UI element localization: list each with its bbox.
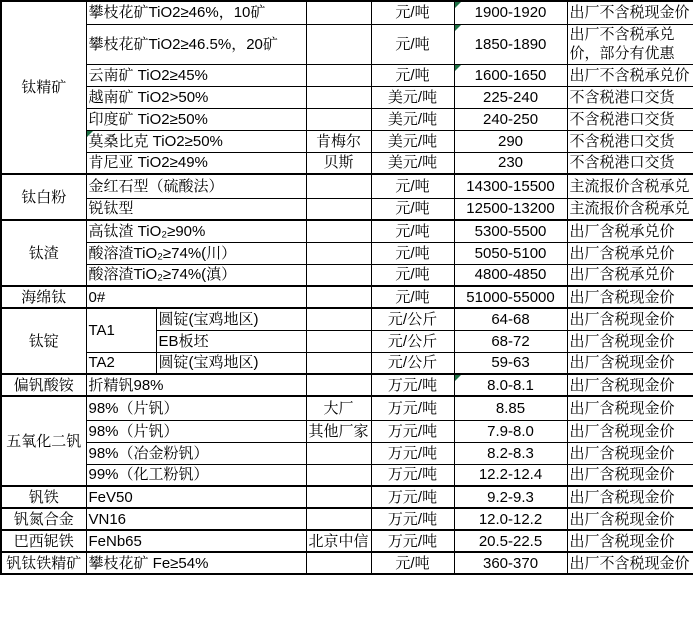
cell-text: 68-72 xyxy=(491,332,530,350)
table-row xyxy=(1,1,693,24)
cell-text: 出厂含税现金价 xyxy=(569,332,675,350)
sub-product-cell[interactable] xyxy=(156,330,306,352)
note-cell[interactable] xyxy=(567,130,693,152)
note-cell[interactable] xyxy=(567,464,693,486)
cell-text: 大厂 xyxy=(323,399,354,417)
note-cell[interactable] xyxy=(567,264,693,286)
cell-text: 海绵钛 xyxy=(21,288,67,306)
price-cell[interactable] xyxy=(454,64,567,86)
note-cell[interactable] xyxy=(567,86,693,108)
cell-text: 万元/吨 xyxy=(387,466,438,484)
cell-text: 钒氮合金 xyxy=(13,510,74,528)
cell-text: 万元/吨 xyxy=(387,376,438,394)
table-row xyxy=(1,108,693,130)
cell-text: 51000-55000 xyxy=(466,288,555,306)
cell-text: 云南矿 TiO2≥45% xyxy=(88,66,208,84)
product-cell[interactable] xyxy=(86,130,306,152)
supplier-cell[interactable] xyxy=(306,220,371,242)
supplier-cell[interactable] xyxy=(306,242,371,264)
unit-cell[interactable] xyxy=(371,308,454,330)
price-cell[interactable] xyxy=(454,374,567,396)
unit-cell[interactable] xyxy=(371,24,454,64)
table-row xyxy=(1,242,693,264)
cell-text: 其他厂家 xyxy=(308,422,369,440)
cell-text: 出厂不含税承兑价，部分有优惠 xyxy=(569,26,675,62)
cell-text: 印度矿 TiO2≥50% xyxy=(88,110,208,128)
product-cell[interactable] xyxy=(86,1,306,24)
supplier-cell[interactable] xyxy=(306,530,371,552)
sub-product-cell[interactable] xyxy=(156,352,306,374)
table-row xyxy=(1,420,693,442)
cell-text: 万元/吨 xyxy=(387,510,438,528)
supplier-cell[interactable] xyxy=(306,24,371,64)
cell-text: 金红石型（硫酸法） xyxy=(88,177,224,195)
note-cell[interactable] xyxy=(567,152,693,174)
product-cell[interactable] xyxy=(86,174,306,198)
cell-text: FeV50 xyxy=(88,488,133,506)
note-cell[interactable] xyxy=(567,286,693,308)
cell-text: 不含税港口交货 xyxy=(569,88,675,106)
product-cell[interactable] xyxy=(86,152,306,174)
note-cell[interactable] xyxy=(567,242,693,264)
green-flag-triangle-icon xyxy=(455,65,461,71)
price-cell[interactable] xyxy=(454,130,567,152)
unit-cell[interactable] xyxy=(371,374,454,396)
cell-text: 贝斯 xyxy=(323,154,354,172)
table-row xyxy=(1,396,693,420)
category-cell[interactable] xyxy=(1,286,86,308)
table-row xyxy=(1,152,693,174)
price-cell[interactable] xyxy=(454,86,567,108)
table-row xyxy=(1,198,693,220)
table-row xyxy=(1,264,693,286)
supplier-cell[interactable] xyxy=(306,308,371,330)
cell-text: 240-250 xyxy=(482,110,539,128)
cell-text: 出厂含税承兑价 xyxy=(569,222,675,240)
cell-text: 钒钛铁精矿 xyxy=(6,554,82,572)
product-cell[interactable] xyxy=(86,464,306,486)
cell-text: 高钛渣 TiO₂≥90% xyxy=(88,222,206,240)
price-cell[interactable] xyxy=(454,174,567,198)
supplier-cell[interactable] xyxy=(306,64,371,86)
price-cell[interactable] xyxy=(454,264,567,286)
cell-text: 元/吨 xyxy=(395,200,430,218)
cell-text: 1900-1920 xyxy=(474,4,547,22)
cell-text: 元/公斤 xyxy=(387,332,438,350)
product-cell[interactable] xyxy=(86,374,306,396)
supplier-cell[interactable] xyxy=(306,152,371,174)
category-cell[interactable] xyxy=(1,396,86,486)
cell-text: 出厂含税现金价 xyxy=(569,354,675,372)
supplier-cell[interactable] xyxy=(306,374,371,396)
category-cell[interactable] xyxy=(1,486,86,508)
cell-text: 12500-13200 xyxy=(466,200,555,218)
category-cell[interactable] xyxy=(1,552,86,574)
category-cell[interactable] xyxy=(1,174,86,220)
cell-text: 出厂含税现金价 xyxy=(569,444,675,462)
unit-cell[interactable] xyxy=(371,552,454,574)
cell-text: 万元/吨 xyxy=(387,422,438,440)
product-cell[interactable] xyxy=(86,64,306,86)
table-row xyxy=(1,286,693,308)
cell-text: 出厂含税承兑价 xyxy=(569,266,675,284)
cell-text: 出厂不含税现金价 xyxy=(569,554,690,572)
unit-cell[interactable] xyxy=(371,220,454,242)
green-flag-triangle-icon xyxy=(455,375,461,381)
note-cell[interactable] xyxy=(567,24,693,64)
cell-text: 元/吨 xyxy=(395,554,430,572)
cell-text: 不含税港口交货 xyxy=(569,154,675,172)
cell-text: 出厂不含税现金价 xyxy=(569,4,690,22)
price-cell[interactable] xyxy=(454,508,567,530)
note-cell[interactable] xyxy=(567,108,693,130)
cell-text: 圆锭(宝鸡地区) xyxy=(158,310,259,328)
cell-text: 出厂含税现金价 xyxy=(569,532,675,550)
cell-text: 圆锭(宝鸡地区) xyxy=(158,354,259,372)
supplier-cell[interactable] xyxy=(306,486,371,508)
cell-text: 4800-4850 xyxy=(474,266,547,284)
price-cell[interactable] xyxy=(454,464,567,486)
product-cell[interactable] xyxy=(86,220,306,242)
cell-text: 元/吨 xyxy=(395,35,430,53)
table-row xyxy=(1,464,693,486)
price-cell[interactable] xyxy=(454,152,567,174)
cell-text: TA1 xyxy=(88,321,115,339)
product-cell[interactable] xyxy=(86,286,306,308)
cell-text: 出厂含税现金价 xyxy=(569,376,675,394)
table-row xyxy=(1,530,693,552)
cell-text: 攀枝花矿TiO2≥46%，10矿 xyxy=(88,4,266,22)
unit-cell[interactable] xyxy=(371,1,454,24)
unit-cell[interactable] xyxy=(371,174,454,198)
category-cell[interactable] xyxy=(1,374,86,396)
cell-text: 美元/吨 xyxy=(387,110,438,128)
note-cell[interactable] xyxy=(567,220,693,242)
cell-text: 12.0-12.2 xyxy=(478,510,543,528)
unit-cell[interactable] xyxy=(371,130,454,152)
price-cell[interactable] xyxy=(454,286,567,308)
supplier-cell[interactable] xyxy=(306,108,371,130)
supplier-cell[interactable] xyxy=(306,330,371,352)
cell-text: 230 xyxy=(498,154,524,172)
note-cell[interactable] xyxy=(567,442,693,464)
product-cell[interactable] xyxy=(86,552,306,574)
unit-cell[interactable] xyxy=(371,352,454,374)
table-row xyxy=(1,508,693,530)
cell-text: 5300-5500 xyxy=(474,222,547,240)
sub-product-cell[interactable] xyxy=(86,308,156,352)
supplier-cell[interactable] xyxy=(306,420,371,442)
unit-cell[interactable] xyxy=(371,108,454,130)
product-cell[interactable] xyxy=(86,396,306,420)
table-row xyxy=(1,24,693,64)
unit-cell[interactable] xyxy=(371,330,454,352)
unit-cell[interactable] xyxy=(371,508,454,530)
price-cell[interactable] xyxy=(454,486,567,508)
category-cell[interactable] xyxy=(1,308,86,374)
product-cell[interactable] xyxy=(86,24,306,64)
cell-text: 美元/吨 xyxy=(387,154,438,172)
cell-text: 0# xyxy=(88,288,106,306)
cell-text: 万元/吨 xyxy=(387,444,438,462)
sub-product-cell[interactable] xyxy=(86,352,156,374)
product-cell[interactable] xyxy=(86,530,306,552)
table-row xyxy=(1,552,693,574)
price-cell[interactable] xyxy=(454,1,567,24)
unit-cell[interactable] xyxy=(371,420,454,442)
cell-text: 元/吨 xyxy=(395,66,430,84)
cell-text: 元/公斤 xyxy=(387,310,438,328)
cell-text: 12.2-12.4 xyxy=(478,466,543,484)
table-row xyxy=(1,486,693,508)
supplier-cell[interactable] xyxy=(306,198,371,220)
table-row xyxy=(1,220,693,242)
sub-product-cell[interactable] xyxy=(156,308,306,330)
supplier-cell[interactable] xyxy=(306,86,371,108)
product-cell[interactable] xyxy=(86,486,306,508)
price-table-body xyxy=(1,1,693,574)
product-cell[interactable] xyxy=(86,86,306,108)
note-cell[interactable] xyxy=(567,396,693,420)
note-cell[interactable] xyxy=(567,420,693,442)
cell-text: 不含税港口交货 xyxy=(569,132,675,150)
price-cell[interactable] xyxy=(454,552,567,574)
price-cell[interactable] xyxy=(454,530,567,552)
price-cell[interactable] xyxy=(454,330,567,352)
cell-text: 8.0-8.1 xyxy=(487,376,534,394)
note-cell[interactable] xyxy=(567,198,693,220)
table-row xyxy=(1,442,693,464)
supplier-cell[interactable] xyxy=(306,552,371,574)
cell-text: 5050-5100 xyxy=(474,244,547,262)
cell-text: VN16 xyxy=(88,510,127,528)
note-cell[interactable] xyxy=(567,552,693,574)
price-cell[interactable] xyxy=(454,442,567,464)
cell-text: 主流报价含税承兑 xyxy=(569,177,690,195)
price-cell[interactable] xyxy=(454,108,567,130)
green-flag-triangle-icon xyxy=(455,25,461,31)
cell-text: 出厂含税承兑价 xyxy=(569,244,675,262)
cell-text: 肯梅尔 xyxy=(316,132,362,150)
cell-text: 万元/吨 xyxy=(387,399,438,417)
supplier-cell[interactable] xyxy=(306,442,371,464)
cell-text: 出厂含税现金价 xyxy=(569,422,675,440)
cell-text: 五氧化二钒 xyxy=(6,432,82,450)
table-row xyxy=(1,374,693,396)
price-cell[interactable] xyxy=(454,24,567,64)
cell-text: 出厂不含税承兑价 xyxy=(569,66,690,84)
note-cell[interactable] xyxy=(567,508,693,530)
supplier-cell[interactable] xyxy=(306,1,371,24)
cell-text: 不含税港口交货 xyxy=(569,110,675,128)
table-row xyxy=(1,130,693,152)
cell-text: 出厂含税现金价 xyxy=(569,510,675,528)
supplier-cell[interactable] xyxy=(306,352,371,374)
cell-text: 锐钛型 xyxy=(88,200,134,218)
cell-text: 攀枝花矿TiO2≥46.5%，20矿 xyxy=(88,35,278,53)
cell-text: EB板坯 xyxy=(158,332,209,350)
cell-text: 元/吨 xyxy=(395,4,430,22)
unit-cell[interactable] xyxy=(371,464,454,486)
cell-text: 元/吨 xyxy=(395,222,430,240)
cell-text: 钛锭 xyxy=(28,332,59,350)
cell-text: 8.85 xyxy=(495,399,526,417)
supplier-cell[interactable] xyxy=(306,286,371,308)
cell-text: 钛渣 xyxy=(28,244,59,262)
product-cell[interactable] xyxy=(86,442,306,464)
cell-text: 出厂含税现金价 xyxy=(569,399,675,417)
price-cell[interactable] xyxy=(454,420,567,442)
supplier-cell[interactable] xyxy=(306,130,371,152)
table-row xyxy=(1,174,693,198)
supplier-cell[interactable] xyxy=(306,264,371,286)
cell-text: 折精钒98% xyxy=(88,376,164,394)
price-cell[interactable] xyxy=(454,242,567,264)
table-row xyxy=(1,308,693,330)
unit-cell[interactable] xyxy=(371,486,454,508)
note-cell[interactable] xyxy=(567,530,693,552)
cell-text: 钒铁 xyxy=(28,488,59,506)
note-cell[interactable] xyxy=(567,174,693,198)
cell-text: 元/吨 xyxy=(395,266,430,284)
cell-text: 肯尼亚 TiO2≥49% xyxy=(88,154,208,172)
price-cell[interactable] xyxy=(454,198,567,220)
cell-text: 14300-15500 xyxy=(466,177,555,195)
cell-text: 98%（片钒） xyxy=(88,422,179,440)
supplier-cell[interactable] xyxy=(306,508,371,530)
green-flag-triangle-icon xyxy=(87,131,93,137)
product-cell[interactable] xyxy=(86,420,306,442)
cell-text: 北京中信 xyxy=(308,532,369,550)
product-cell[interactable] xyxy=(86,198,306,220)
cell-text: 元/吨 xyxy=(395,244,430,262)
cell-text: 8.2-8.3 xyxy=(487,444,534,462)
supplier-cell[interactable] xyxy=(306,396,371,420)
cell-text: 7.9-8.0 xyxy=(487,422,534,440)
unit-cell[interactable] xyxy=(371,442,454,464)
price-cell[interactable] xyxy=(454,352,567,374)
cell-text: FeNb65 xyxy=(88,532,142,550)
unit-cell[interactable] xyxy=(371,198,454,220)
note-cell[interactable] xyxy=(567,486,693,508)
unit-cell[interactable] xyxy=(371,286,454,308)
cell-text: 美元/吨 xyxy=(387,132,438,150)
table-row xyxy=(1,64,693,86)
cell-text: 出厂含税现金价 xyxy=(569,466,675,484)
cell-text: 9.2-9.3 xyxy=(487,488,534,506)
cell-text: 攀枝花矿 Fe≥54% xyxy=(88,554,209,572)
cell-text: 万元/吨 xyxy=(387,532,438,550)
note-cell[interactable] xyxy=(567,64,693,86)
note-cell[interactable] xyxy=(567,330,693,352)
supplier-cell[interactable] xyxy=(306,464,371,486)
category-cell[interactable] xyxy=(1,530,86,552)
unit-cell[interactable] xyxy=(371,242,454,264)
unit-cell[interactable] xyxy=(371,64,454,86)
unit-cell[interactable] xyxy=(371,86,454,108)
note-cell[interactable] xyxy=(567,308,693,330)
note-cell[interactable] xyxy=(567,1,693,24)
unit-cell[interactable] xyxy=(371,396,454,420)
price-cell[interactable] xyxy=(454,396,567,420)
cell-text: 98%（冶金粉钒） xyxy=(88,444,209,462)
cell-text: 元/吨 xyxy=(395,288,430,306)
note-cell[interactable] xyxy=(567,374,693,396)
note-cell[interactable] xyxy=(567,352,693,374)
product-cell[interactable] xyxy=(86,242,306,264)
unit-cell[interactable] xyxy=(371,264,454,286)
table-row xyxy=(1,352,693,374)
category-cell[interactable] xyxy=(1,508,86,530)
cell-text: 出厂含税现金价 xyxy=(569,288,675,306)
supplier-cell[interactable] xyxy=(306,174,371,198)
cell-text: 64-68 xyxy=(491,310,530,328)
cell-text: TA2 xyxy=(88,354,115,372)
cell-text: 出厂含税现金价 xyxy=(569,310,675,328)
cell-text: 钛精矿 xyxy=(21,79,67,96)
cell-text: 酸溶渣TiO₂≥74%(滇） xyxy=(88,266,237,284)
category-cell[interactable] xyxy=(1,220,86,286)
product-cell[interactable] xyxy=(86,508,306,530)
cell-text: 元/吨 xyxy=(395,177,430,195)
cell-text: 出厂含税现金价 xyxy=(569,488,675,506)
cell-text: 99%（化工粉钒） xyxy=(88,466,209,484)
cell-text: 钛白粉 xyxy=(21,188,67,206)
cell-text: 20.5-22.5 xyxy=(478,532,543,550)
green-flag-triangle-icon xyxy=(455,2,461,8)
cell-text: 360-370 xyxy=(482,554,539,572)
cell-text: 美元/吨 xyxy=(387,88,438,106)
table-row xyxy=(1,86,693,108)
cell-text: 主流报价含税承兑 xyxy=(569,200,690,218)
cell-text: 越南矿 TiO2>50% xyxy=(88,88,209,106)
unit-cell[interactable] xyxy=(371,152,454,174)
cell-text: 万元/吨 xyxy=(387,488,438,506)
cell-text: 290 xyxy=(498,132,524,150)
price-cell[interactable] xyxy=(454,220,567,242)
cell-text: 1850-1890 xyxy=(474,35,547,53)
category-cell[interactable] xyxy=(1,1,86,174)
cell-text: 98%（片钒） xyxy=(88,399,179,417)
cell-text: 225-240 xyxy=(482,88,539,106)
cell-text: 莫桑比克 TiO2≥50% xyxy=(88,132,223,150)
price-cell[interactable] xyxy=(454,308,567,330)
unit-cell[interactable] xyxy=(371,530,454,552)
cell-text: 59-63 xyxy=(491,354,530,372)
cell-text: 偏钒酸铵 xyxy=(13,376,74,394)
cell-text: 元/公斤 xyxy=(387,354,438,372)
cell-text: 酸溶渣TiO₂≥74%(川） xyxy=(88,244,237,262)
product-cell[interactable] xyxy=(86,108,306,130)
cell-text: 1600-1650 xyxy=(474,66,547,84)
cell-text: 巴西铌铁 xyxy=(13,532,74,550)
product-cell[interactable] xyxy=(86,264,306,286)
